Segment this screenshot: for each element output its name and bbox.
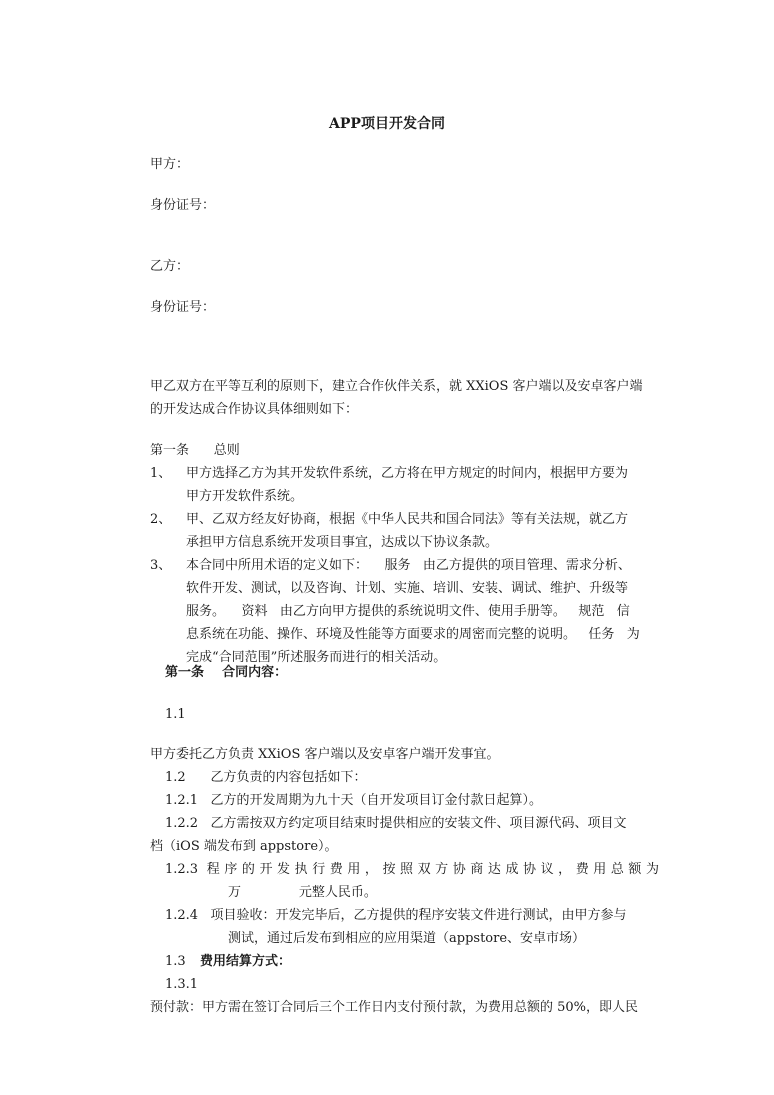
- general-item-line: 软件开发、测试，以及咨询、计划、实施、培训、安装、调试、维护、升级等: [186, 581, 629, 596]
- general-item-line: 服务。 资料 由乙方向甲方提供的系统说明文件、使用手册等。 规范 信: [186, 604, 630, 619]
- intro-line-1: 甲乙双方在平等互利的原则下，建立合作伙伴关系，就 XXiOS 客户端以及安卓客户端: [150, 379, 643, 394]
- section-1-2-1: 1.2.1 乙方的开发周期为九十天（自开发项目订金付款日起算）。: [165, 793, 542, 808]
- section-1-2-4-line-2: 测试，通过后发布到相应的应用渠道（appstore、安卓市场）: [228, 931, 586, 946]
- general-item-number: 3、: [150, 558, 172, 573]
- section-1-3-number: 1.3: [165, 954, 186, 969]
- party-a-label: 甲方：: [150, 157, 190, 172]
- intro-line-2: 的开发达成合作协议具体细则如下：: [150, 402, 359, 417]
- section-1-1-text: 甲方委托乙方负责 XXiOS 客户端以及安卓客户端开发事宜。: [150, 747, 500, 762]
- page-title: APP项目开发合同: [329, 116, 445, 132]
- contract-heading: 第一条 合同内容：: [165, 665, 288, 680]
- general-item-line: 完成“合同范围”所述服务而进行的相关活动。: [186, 650, 447, 665]
- party-a-id-label: 身份证号：: [150, 198, 216, 213]
- general-item-line: 承担甲方信息系统开发项目事宜，达成以下协议条款。: [186, 535, 499, 550]
- section-1-3-1: 1.3.1: [165, 977, 199, 992]
- general-item-line: 甲、乙双方经友好协商，根据《中华人民共和国合同法》等有关法规，就乙方: [186, 512, 629, 527]
- general-item-line: 甲方开发软件系统。: [186, 489, 304, 504]
- general-heading: 第一条 总则: [150, 443, 240, 458]
- general-item-line: 本合同中所用术语的定义如下： 服务 由乙方提供的项目管理、需求分析、: [186, 558, 631, 573]
- section-1-2-2-line-2: 档（iOS 端发布到 appstore）。: [150, 839, 338, 854]
- general-item-line: 甲方选择乙方为其开发软件系统，乙方将在甲方规定的时间内，根据甲方要为: [186, 466, 629, 481]
- section-1-2-4-line-1: 1.2.4 项目验收：开发完毕后，乙方提供的程序安装文件进行测试，由甲方参与: [165, 908, 627, 923]
- party-b-label: 乙方：: [150, 259, 190, 274]
- general-item-number: 2、: [150, 512, 172, 527]
- section-1-2-3-line-1: 1.2.3 程序的开发执行费用，按照双方协商达成协议，费用总额为: [165, 862, 659, 877]
- section-1-2-2-line-1: 1.2.2 乙方需按双方约定项目结束时提供相应的安装文件、项目源代码、项目文: [165, 816, 627, 831]
- general-item-line: 息系统在功能、操作、环境及性能等方面要求的周密而完整的说明。 任务 为: [186, 627, 640, 642]
- prepayment-text: 预付款：甲方需在签订合同后三个工作日内支付预付款，为费用总额的 50%，即人民: [150, 1000, 639, 1015]
- section-1-3-label: 费用结算方式：: [200, 954, 292, 969]
- section-1-2: 1.2 乙方负责的内容包括如下：: [165, 770, 367, 785]
- section-1-2-3-line-2: 万 元整人民币。: [228, 885, 377, 900]
- section-1-1: 1.1: [165, 707, 186, 722]
- general-item-number: 1、: [150, 466, 172, 481]
- party-b-id-label: 身份证号：: [150, 300, 216, 315]
